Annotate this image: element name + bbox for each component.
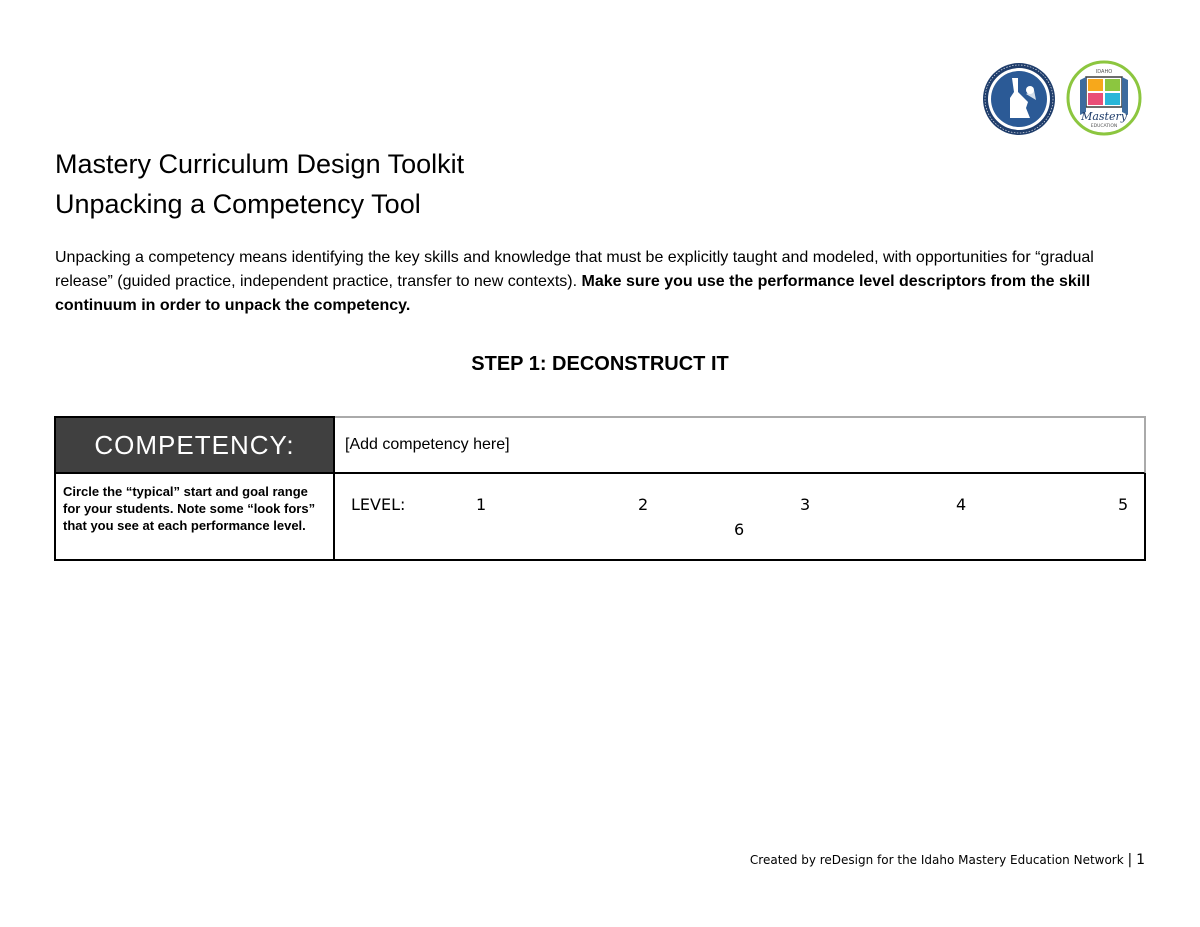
level-option-6[interactable]: 6 — [734, 520, 745, 539]
footer-credit: Created by reDesign for the Idaho Mastery Education Network — [749, 853, 1124, 867]
footer-separator: | — [1127, 852, 1133, 868]
step-heading: STEP 1: DECONSTRUCT IT — [471, 353, 729, 375]
level-instructions: Circle the “typical” start and goal range for your students. Note some “look fors” that you see at each performance level. — [54, 473, 335, 561]
mastery-name-text: Mastery — [1081, 110, 1127, 123]
page-footer — [750, 850, 1145, 870]
mastery-sub-text: EDUCATION — [1090, 124, 1118, 129]
competency-label: COMPETENCY: — [54, 416, 335, 474]
intro-bold-text: Make sure you use the performance level descriptors from the skill continuum in order to unpack the competency. — [55, 273, 1091, 314]
level-scale — [335, 473, 1146, 561]
level-option-2[interactable]: 2 — [638, 495, 649, 514]
idaho-mastery-education-logo — [1066, 60, 1142, 136]
competency-table — [54, 416, 1146, 561]
intro-paragraph — [55, 246, 1145, 318]
level-option-1[interactable]: 1 — [476, 495, 487, 514]
level-option-3[interactable]: 3 — [800, 495, 811, 514]
logo-group — [982, 60, 1142, 138]
level-option-5[interactable]: 5 — [1118, 495, 1129, 514]
intro-text: Unpacking a competency means identifying the key skills and knowledge that must be explicitly taught and modeled, with opportunities for “gradual release” (guided practice, independent practice, transfer to new contexts). — [55, 249, 1094, 290]
page-title — [55, 144, 464, 224]
idaho-department-of-education-seal — [982, 62, 1056, 136]
level-option-4[interactable]: 4 — [956, 495, 967, 514]
page-number: 1 — [1136, 852, 1145, 868]
title-line-2: Unpacking a Competency Tool — [55, 189, 421, 219]
mastery-top-text: IDAHO — [1095, 69, 1113, 75]
competency-field[interactable]: [Add competency here] — [335, 416, 1146, 474]
title-line-1: Mastery Curriculum Design Toolkit — [55, 149, 465, 179]
level-label: LEVEL: — [351, 495, 406, 514]
level-row — [54, 473, 1146, 561]
competency-row — [54, 416, 1146, 474]
